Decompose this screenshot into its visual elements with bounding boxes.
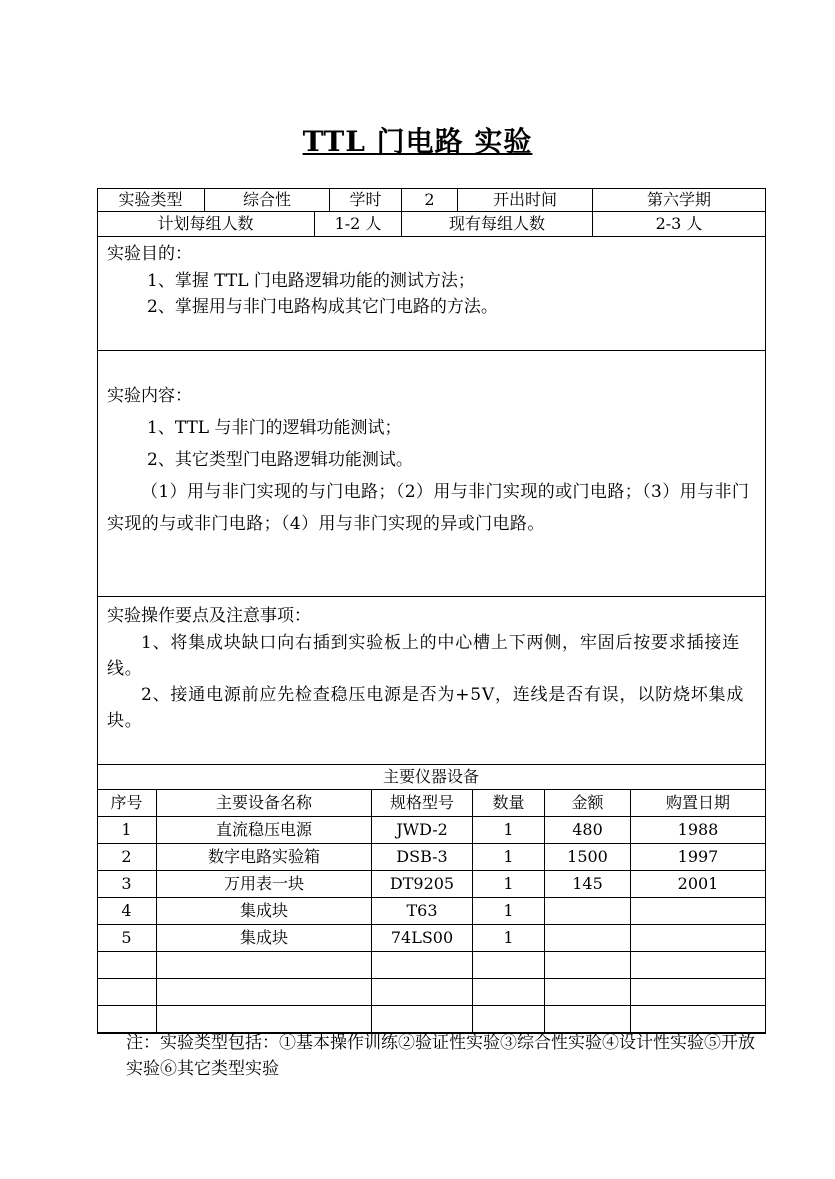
footnote: 注：实验类型包括：①基本操作训练②验证性实验③综合性实验④设计性实验⑤开放实验⑥其它类型实验 bbox=[126, 1033, 755, 1079]
cell-col-model: DT9205 bbox=[372, 871, 473, 898]
time-value: 第六学期 bbox=[593, 188, 766, 212]
time-label: 开出时间 bbox=[458, 188, 593, 212]
cell-col-name: 集成块 bbox=[157, 898, 372, 925]
cell-col-amount: 145 bbox=[545, 871, 631, 898]
cell-col-amount bbox=[545, 979, 631, 1006]
cell-col-index bbox=[97, 952, 157, 979]
cell-col-name bbox=[157, 952, 372, 979]
cell-col-index: 3 bbox=[97, 871, 157, 898]
header-col-index: 序号 bbox=[97, 790, 157, 817]
purpose-heading: 实验目的： bbox=[107, 244, 192, 264]
cell-col-date bbox=[631, 898, 766, 925]
cell-col-date: 1988 bbox=[631, 817, 766, 844]
content-item: 1、TTL 与非门的逻辑功能测试； bbox=[147, 418, 402, 438]
cell-col-qty: 1 bbox=[473, 844, 545, 871]
cell-col-model: JWD-2 bbox=[372, 817, 473, 844]
cell-col-model: 74LS00 bbox=[372, 925, 473, 952]
cell-col-amount: 480 bbox=[545, 817, 631, 844]
type-label: 实验类型 bbox=[97, 188, 205, 212]
cell-col-name: 集成块 bbox=[157, 925, 372, 952]
content-heading: 实验内容： bbox=[107, 386, 192, 406]
cell-col-date bbox=[631, 979, 766, 1006]
cell-col-model bbox=[372, 952, 473, 979]
cell-col-date: 2001 bbox=[631, 871, 766, 898]
section-divider bbox=[97, 596, 766, 597]
cell-col-qty: 1 bbox=[473, 871, 545, 898]
cell-col-qty bbox=[473, 1006, 545, 1033]
hours-value: 2 bbox=[402, 188, 458, 212]
cell-col-name bbox=[157, 1006, 372, 1033]
equipment-caption: 主要仪器设备 bbox=[97, 764, 766, 790]
purpose-item: 1、掌握 TTL 门电路逻辑功能的测试方法； bbox=[147, 271, 475, 291]
cell-col-date bbox=[631, 952, 766, 979]
cell-col-amount bbox=[545, 952, 631, 979]
cell-col-model: DSB-3 bbox=[372, 844, 473, 871]
cell-col-qty: 1 bbox=[473, 925, 545, 952]
cell-col-name bbox=[157, 979, 372, 1006]
current-value: 2-3 人 bbox=[593, 212, 766, 237]
operation-item: 1、将集成块缺口向右插到实验板上的中心槽上下两侧，牢固后按要求插接连线。 bbox=[107, 633, 741, 679]
cell-col-qty bbox=[473, 952, 545, 979]
cell-col-amount: 1500 bbox=[545, 844, 631, 871]
content-item: 2、其它类型门电路逻辑功能测试。 bbox=[147, 450, 413, 470]
plan-label: 计划每组人数 bbox=[97, 212, 315, 237]
cell-col-name: 万用表一块 bbox=[157, 871, 372, 898]
cell-col-date: 1997 bbox=[631, 844, 766, 871]
cell-col-qty: 1 bbox=[473, 817, 545, 844]
operation-item: 2、接通电源前应先检查稳压电源是否为+5V，连线是否有误，以防烧坏集成块。 bbox=[107, 685, 745, 731]
header-col-model: 规格型号 bbox=[372, 790, 473, 817]
header-col-qty: 数量 bbox=[473, 790, 545, 817]
operation-heading: 实验操作要点及注意事项： bbox=[107, 606, 311, 626]
purpose-item: 2、掌握用与非门电路构成其它门电路的方法。 bbox=[147, 297, 498, 317]
cell-col-model bbox=[372, 1006, 473, 1033]
cell-col-amount bbox=[545, 925, 631, 952]
cell-col-index: 4 bbox=[97, 898, 157, 925]
cell-col-amount bbox=[545, 898, 631, 925]
type-value: 综合性 bbox=[205, 188, 330, 212]
current-label: 现有每组人数 bbox=[402, 212, 593, 237]
plan-value: 1-2 人 bbox=[315, 212, 402, 237]
cell-col-index: 2 bbox=[97, 844, 157, 871]
cell-col-amount bbox=[545, 1006, 631, 1033]
hours-label: 学时 bbox=[330, 188, 402, 212]
cell-col-index: 5 bbox=[97, 925, 157, 952]
cell-col-index bbox=[97, 1006, 157, 1033]
header-col-name: 主要设备名称 bbox=[157, 790, 372, 817]
cell-col-model bbox=[372, 979, 473, 1006]
cell-col-date bbox=[631, 1006, 766, 1033]
header-col-amount: 金额 bbox=[545, 790, 631, 817]
page-title: TTL 门电路 实验 bbox=[302, 125, 533, 158]
header-col-date: 购置日期 bbox=[631, 790, 766, 817]
cell-col-model: T63 bbox=[372, 898, 473, 925]
cell-col-name: 直流稳压电源 bbox=[157, 817, 372, 844]
section-divider bbox=[97, 350, 766, 351]
cell-col-date bbox=[631, 925, 766, 952]
cell-col-name: 数字电路实验箱 bbox=[157, 844, 372, 871]
cell-col-index: 1 bbox=[97, 817, 157, 844]
cell-col-index bbox=[97, 979, 157, 1006]
cell-col-qty: 1 bbox=[473, 898, 545, 925]
cell-col-qty bbox=[473, 979, 545, 1006]
content-item-detail: （1）用与非门实现的与门电路；（2）用与非门实现的或门电路；（3）用与非门实现的与或非门电路；（4）用与非门实现的异或门电路。 bbox=[107, 482, 750, 534]
